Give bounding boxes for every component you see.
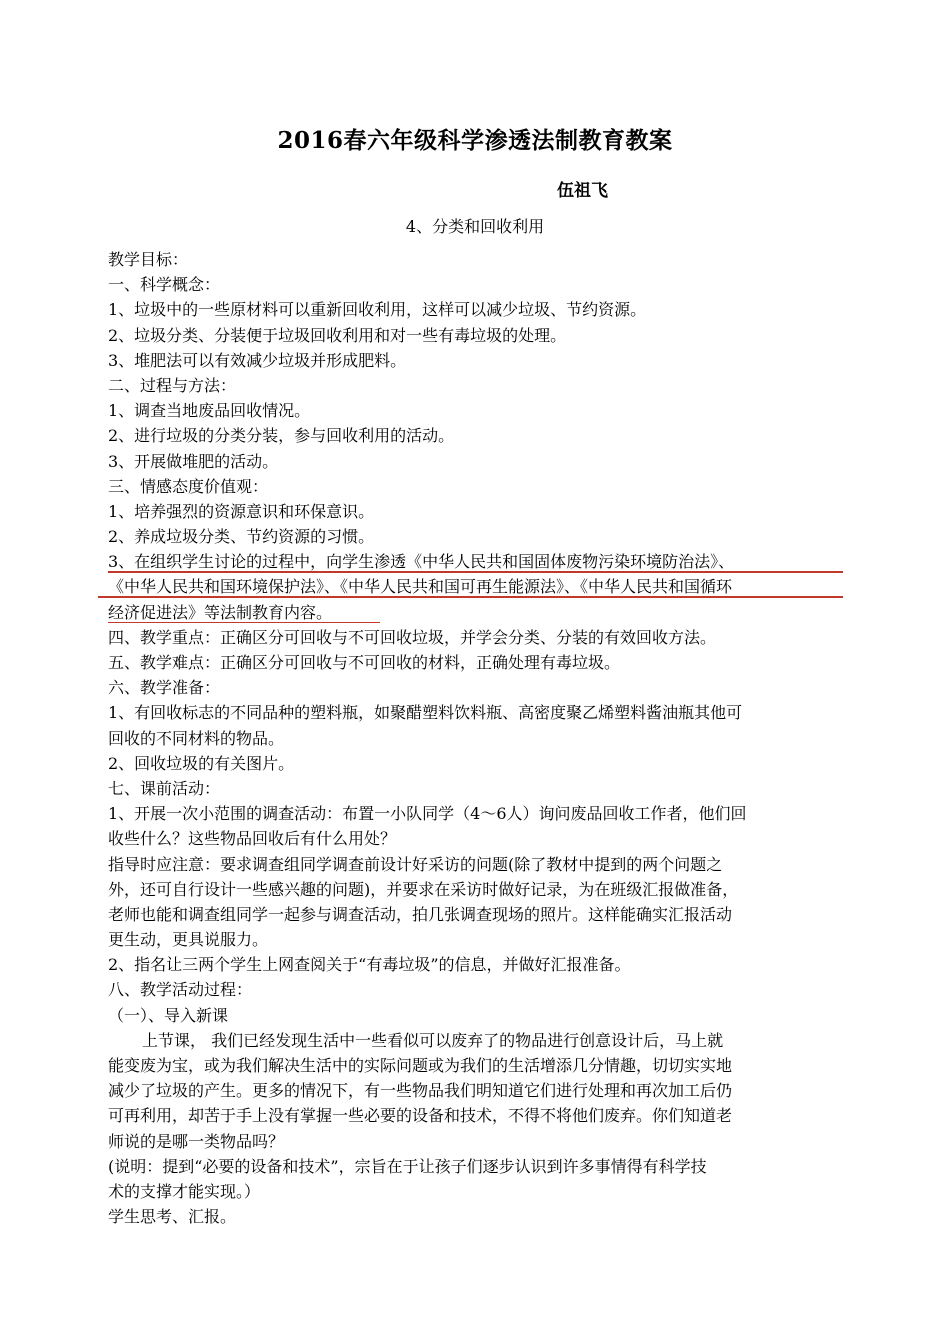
underlined-line [108,574,843,599]
section-heading: 五、教学难点：正确区分可回收与不可回收的材料，正确处理有毒垃圾。 [108,653,621,672]
red-underline [108,571,843,573]
document-title: 2016春六年级科学渗透法制教育教案 [277,127,673,154]
document-body [108,247,843,1229]
text-line: 减少了垃圾的产生。更多的情况下，有一些物品我们明知道它们进行处理和再次加工后仍 [108,1081,733,1101]
underlined-line [108,549,843,574]
text-line: 老师也能和调查组同学一起参与调查活动，拍几张调查现场的照片。这样能确实汇报活动 [108,904,733,924]
text-line: 可再利用，却苦于手上没有掌握一些必要的设备和技术，不得不将他们废弃。你们知道老 [108,1106,733,1126]
section-heading: 二、过程与方法： [108,375,237,395]
text-line: 2、养成垃圾分类、节约资源的习惯。 [108,527,375,547]
lesson-heading: 4、分类和回收利用 [405,217,545,236]
text-line: 回收的不同材料的物品。 [108,728,285,748]
section-heading: 七、课前活动： [108,778,221,798]
text-line: 1、调查当地废品回收情况。 [108,401,311,421]
text-line: 术的支撑才能实现。） [108,1181,261,1201]
text-line: (说明：提到“必要的设备和技术”，宗旨在于让孩子们逐步认识到许多事情得有科学技 [108,1156,707,1176]
text-line: 收些什么？这些物品回收后有什么用处？ [108,829,397,849]
text-line: 1、有回收标志的不同品种的塑料瓶，如聚醋塑料饮料瓶、高密度聚乙烯塑料酱油瓶其他可 [108,703,743,723]
subsection-heading: （一）、导入新课 [108,1005,229,1025]
text-line: 1、垃圾中的一些原材料可以重新回收利用，这样可以减少垃圾、节约资源。 [108,300,647,320]
underlined-line [108,600,843,625]
underlined-text: 经济促进法》等法制教育内容。 [108,602,333,622]
red-underline [98,596,843,598]
section-heading: 四、教学重点：正确区分可回收与不可回收垃圾，并学会分类、分装的有效回收方法。 [108,627,717,647]
section-heading: 八、教学活动过程： [108,980,253,1000]
text-line: 2、垃圾分类、分装便于垃圾回收利用和对一些有毒垃圾的处理。 [108,325,567,345]
text-line: 师说的是哪一类物品吗？ [108,1131,285,1151]
section-heading: 一、科学概念： [108,275,221,295]
section-heading: 三、情感态度价值观： [108,476,269,496]
section-heading: 六、教学准备： [108,678,221,698]
text-line: 1、开展一次小范围的调查活动：布置一小队同学（4～6人）询问废品回收工作者，他们回 [108,804,747,824]
text-line: 1、培养强烈的资源意识和环保意识。 [108,501,375,521]
text-line: 3、堆肥法可以有效减少垃圾并形成肥料。 [108,350,407,370]
text-line: 能变废为宝，或为我们解决生活中的实际问题或为我们的生活增添几分情趣，切切实实地 [108,1056,733,1075]
underlined-text: 《中华人民共和国环境保护法》、《中华人民共和国可再生能源法》、《中华人民共和国循环 [108,577,733,597]
text-line: 2、回收垃圾的有关图片。 [108,753,295,773]
text-line: 2、进行垃圾的分类分装，参与回收利用的活动。 [108,426,455,446]
paragraph-first-line: 上节课， 我们已经发现生活中一些看似可以废弃了的物品进行创意设计后，马上就 [142,1030,724,1050]
text-line: 更生动，更具说服力。 [108,930,269,950]
red-underline [108,622,380,624]
text-line: 3、开展做堆肥的活动。 [108,451,279,471]
text-line: 教学目标： [108,250,189,269]
author-name: 伍祖飞 [557,181,608,201]
text-line: 外，还可自行设计一些感兴趣的问题)，并要求在采访时做好记录，为在班级汇报做准备， [108,879,739,899]
text-line: 指导时应注意：要求调查组同学调查前设计好采访的问题(除了教材中提到的两个问题之 [108,854,723,874]
text-line: 2、指名让三两个学生上网查阅关于“有毒垃圾”的信息，并做好汇报准备。 [108,955,631,975]
text-line: 学生思考、汇报。 [108,1207,237,1227]
underlined-text: 3、在组织学生讨论的过程中，向学生渗透《中华人民共和国固体废物污染环境防治法》、 [108,552,735,572]
